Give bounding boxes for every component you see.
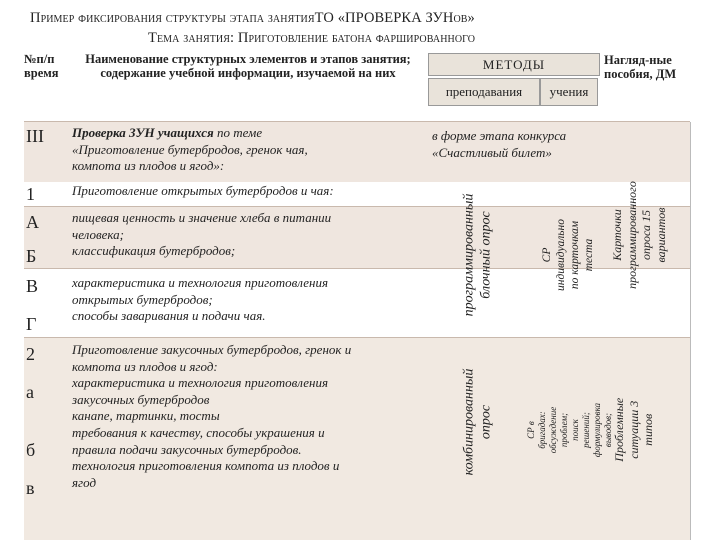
- row-text-line: человека;: [72, 226, 124, 242]
- row-text-line: характеристика и технология приготовления: [72, 275, 329, 290]
- row-text-line: закусочных бутербродов: [72, 391, 210, 407]
- row-text-line: компота из плодов и ягод:: [72, 358, 218, 374]
- row-label: III: [26, 126, 44, 146]
- row-text: [72, 183, 428, 200]
- row-text: [72, 275, 428, 325]
- row-text-line: Приготовление закусочных бутербродов, гренок и: [72, 342, 352, 357]
- header-teaching: преподавания: [428, 78, 540, 106]
- divider: [24, 337, 690, 338]
- row-text-line: компота из плодов и ягод»:: [72, 158, 225, 174]
- row-label: в: [26, 478, 35, 498]
- row-label: 2: [26, 344, 35, 364]
- row-text-line: канапе, тартинки, тосты: [72, 408, 220, 424]
- row-text-line: классификация бутербродов;: [72, 243, 236, 259]
- row-text-line: «Приготовление бутербродов, гренок чая,: [72, 141, 308, 157]
- title-line-2: Тема занятия: Приготовление батона фаршированного: [148, 30, 476, 46]
- row-text-line: Приготовление открытых бутербродов и чая:: [72, 183, 334, 198]
- row-label: А: [26, 212, 39, 232]
- row-text-line: ягод: [72, 474, 97, 490]
- visual-bottom: Проблемные ситуации 3 типов: [612, 398, 656, 462]
- row-label: В: [26, 276, 39, 296]
- header-learning: учения: [540, 78, 598, 106]
- row-text-line: способы заваривания и подачи чая.: [72, 308, 266, 324]
- method-form-text: в форме этапа конкурса «Счастливый билет»: [432, 128, 567, 160]
- row-text-line: требования к качеству, способы украшения и: [72, 424, 325, 440]
- row-label: 1: [26, 184, 35, 204]
- row-text: [72, 342, 428, 491]
- row-label: б: [26, 440, 36, 460]
- row-text: [72, 210, 428, 260]
- row-text: [72, 125, 428, 175]
- row-label: Б: [26, 246, 37, 266]
- method-teach-top: программированный блочный опрос: [461, 193, 493, 317]
- row-label: а: [26, 382, 34, 402]
- row-label: Г: [26, 314, 37, 334]
- row-text-line: характеристика и технология приготовления: [72, 375, 329, 391]
- row-text-line: технология приготовления компота из плодов и: [72, 458, 340, 474]
- visual-top: Карточки программированного опроса 15 вариантов: [610, 181, 668, 289]
- method-teach-bottom: комбинированный опрос: [461, 368, 494, 476]
- divider: [24, 206, 690, 207]
- method-learn-bottom: СР в бригадах: обсуждение проблем; поиск решений; формулировка выводов;: [526, 402, 613, 458]
- page-title: [30, 8, 710, 48]
- divider: [24, 121, 690, 122]
- row-text-rest: по теме: [213, 125, 263, 140]
- row-text-line: пищевая ценность и значение хлеба в питании: [72, 210, 332, 225]
- method-learn-top: СР индивидуально по карточкам теста: [541, 218, 596, 291]
- header-visual: Нагляд-ные пособия, ДМ: [604, 53, 677, 81]
- title-line-1: Пример фиксирования структуры этапа занятияТО «ПРОВЕРКА ЗУНов»: [30, 10, 475, 26]
- header-methods: МЕТОДЫ: [428, 53, 600, 76]
- row-text-line: правила подачи закусочных бутербродов.: [72, 441, 302, 457]
- header-name: Наименование структурных элементов и этапов занятия; содержание учебной информации, изучаемой на них: [85, 52, 411, 80]
- header-num-time: №п/п время: [24, 52, 59, 80]
- row-text-line: открытых бутербродов;: [72, 291, 213, 307]
- row-text-bold: Проверка ЗУН учащихся: [72, 125, 214, 140]
- divider: [690, 122, 691, 540]
